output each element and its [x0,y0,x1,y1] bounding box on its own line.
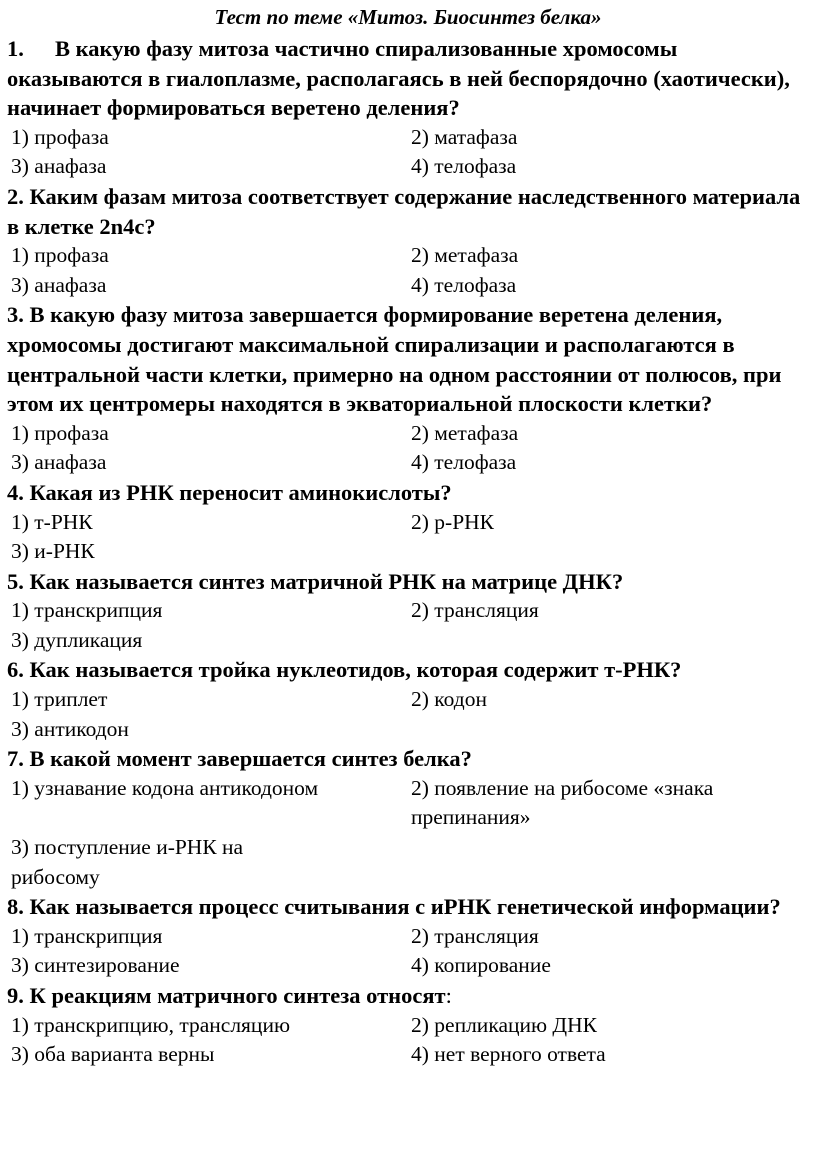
question-text [7,478,807,508]
question-2 [7,182,807,300]
question-number: 6. [7,657,24,683]
answer-option-2: 2) матафаза [411,124,518,149]
answer-option-4: 4) телофаза [411,450,517,475]
answer-option-2: 2) р-РНК [411,509,495,534]
question-number: 9. [7,983,24,1008]
question-body: В какой момент завершается синтез белка? [29,746,472,772]
page-title: Тест по теме «Митоз. Биосинтез белка» [214,5,602,29]
question-9 [7,981,807,1070]
answer-option-3: 3) поступление и-РНК на рибосому [11,835,244,889]
question-number: 8. [7,894,24,920]
answer-option-2: 2) репликацию ДНК [411,1012,597,1037]
question-body: Как называется синтез матричной РНК на матрице ДНК? [29,568,624,594]
answer-options [7,922,807,981]
answer-option-3: 3) и-РНК [11,539,95,564]
answer-option-3: 3) синтезирование [11,953,180,978]
question-number: 5. [7,568,24,594]
question-7 [7,744,807,892]
question-3 [7,300,807,478]
question-body: В какую фазу митоза частично спирализованные хромосомы оказываются в гиалоплазме, располагаясь в ней беспорядочно (хаотически), начинает формироваться веретено деления? [7,36,790,121]
answer-option-1: 1) профаза [11,243,109,268]
question-text [7,981,807,1011]
question-text [7,892,807,922]
question-6 [7,655,807,744]
question-8 [7,892,807,981]
question-text [7,744,807,774]
answer-option-3: 3) антикодон [11,716,129,741]
answer-options [7,123,807,182]
question-number: 7. [7,746,24,772]
question-1 [7,34,807,182]
question-4 [7,478,807,567]
answer-option-2: 2) метафаза [411,243,519,268]
question-text [7,300,807,418]
question-suffix: : [445,983,452,1008]
answer-options [7,685,807,744]
answer-option-1: 1) т-РНК [11,509,93,534]
question-number: 2. [7,183,24,209]
answer-option-4: 4) копирование [411,953,551,978]
answer-option-1: 1) профаза [11,124,109,149]
answer-option-2: 2) кодон [411,687,487,712]
answer-option-2: 2) метафаза [411,420,519,445]
question-body: Как называется тройка нуклеотидов, которая содержит т-РНК? [29,657,682,683]
questions-list [7,34,807,1070]
question-text [7,567,807,597]
answer-option-1: 1) транскрипция [11,598,163,623]
answer-option-2: 2) появление на рибосоме «знака препинания» [411,775,714,830]
answer-options [7,419,807,478]
question-number: 4. [7,479,24,505]
answer-option-2: 2) трансляция [411,598,539,623]
question-body: Как называется процесс считывания с иРНК генетической информации? [29,894,781,920]
question-number: 1. [7,36,24,61]
answer-option-4: 4) телофаза [411,272,517,297]
question-text [7,34,807,123]
answer-option-1: 1) транскрипцию, трансляцию [11,1012,291,1037]
answer-option-3: 3) анафаза [11,154,107,179]
answer-option-1: 1) профаза [11,420,109,445]
question-text [7,182,807,241]
question-body: В какую фазу митоза завершается формирование веретена деления, хромосомы достигают максимальной спирализации и располагаются в центральной части клетки, примерно на одном расстоянии от полюсов, при этом их центромеры находятся в экваториальной плоскости клетки? [7,302,782,417]
answer-options [7,508,807,567]
answer-option-3: 3) анафаза [11,272,107,297]
question-number: 3. [7,302,24,328]
answer-option-3: 3) анафаза [11,450,107,475]
answer-option-4: 4) нет верного ответа [411,1042,606,1067]
answer-option-4: 4) телофаза [411,154,517,179]
question-5 [7,567,807,656]
answer-option-1: 1) транскрипция [11,923,163,948]
answer-options [7,596,807,655]
answer-option-1: 1) триплет [11,687,108,712]
question-body: Каким фазам митоза соответствует содержание наследственного материала в клетке 2n4c? [7,183,801,239]
answer-options [7,774,807,892]
answer-option-1: 1) узнавание кодона антикодоном [11,775,319,800]
question-body: К реакциям матричного синтеза относят [29,983,446,1008]
answer-option-2: 2) трансляция [411,923,539,948]
answer-options [7,241,807,300]
answer-options [7,1011,807,1070]
question-text [7,655,807,685]
question-body: Какая из РНК переносит аминокислоты? [29,479,452,505]
answer-option-3: 3) оба варианта верны [11,1042,215,1067]
answer-option-3: 3) дупликация [11,627,143,652]
